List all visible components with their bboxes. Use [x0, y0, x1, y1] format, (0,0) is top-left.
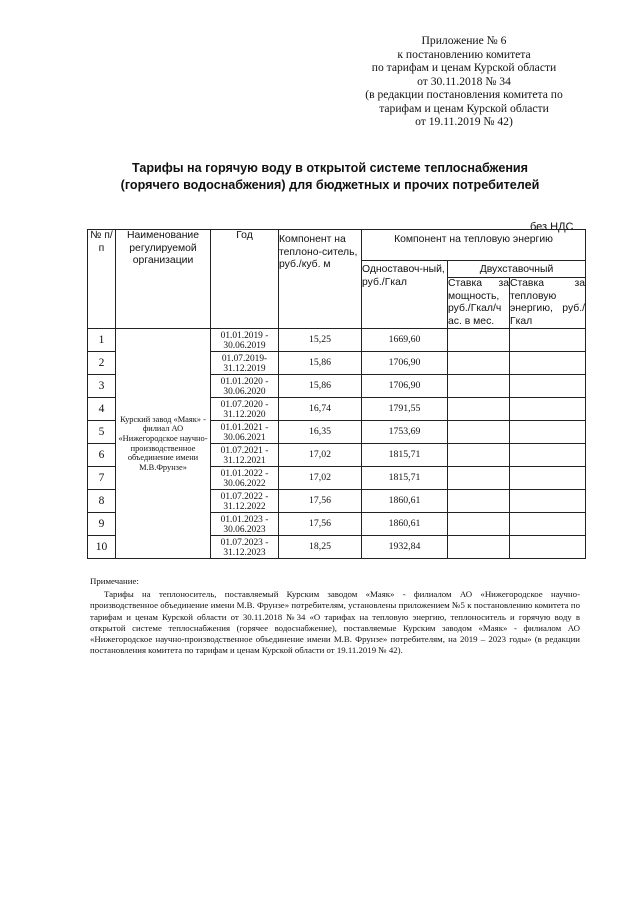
row-carrier: 15,25: [279, 329, 362, 352]
title-line-2: (горячего водоснабжения) для бюджетных и прочих потребителей: [120, 178, 540, 192]
row-carrier: 15,86: [279, 375, 362, 398]
header-year: Год: [211, 230, 279, 329]
footnote: [90, 576, 580, 656]
tariff-table: [87, 229, 586, 559]
row-period: 01.07.2020 - 31.12.2020: [211, 398, 279, 421]
footnote-text: Тарифы на теплоноситель, поставляемый Курским заводом «Маяк» - филиалом АО «Нижегородское научно-производственное объединение имени М.В. Фрунзе» потребителям, установлены приложением №5 к постановлению комитета по тарифам и ценам Курской области от 30.11.2018 №34 «О тарифах на тепловую энергию, теплоноситель и горячую воду в открытой системе теплоснабжения (горячее водоснабжение), поставляемые Курским заводом «Маяк» - филиалом АО «Нижегородское научно-производственное объединение имени М.В. Фрунзе» потребителям, на 2019 – 2023 годы» (в редакции постановления комитета по тарифам и ценам Курской области от 19.11.2019 № 42).: [90, 589, 580, 656]
footnote-label: Примечание:: [90, 576, 139, 586]
row-num: 2: [88, 352, 116, 375]
row-period: 01.07.2021 - 31.12.2021: [211, 444, 279, 467]
row-num: 8: [88, 490, 116, 513]
row-one-rate: 1791,55: [362, 398, 448, 421]
row-energy: [510, 490, 586, 513]
appendix-line: по тарифам и ценам Курской области: [371, 61, 557, 74]
row-period: 01.01.2021 - 30.06.2021: [211, 421, 279, 444]
row-one-rate: 1815,71: [362, 467, 448, 490]
header-one-rate: Одноставоч-ный, руб./Гкал: [362, 261, 448, 329]
row-energy: [510, 536, 586, 559]
row-capacity: [448, 398, 510, 421]
row-period: 01.07.2019- 31.12.2019: [211, 352, 279, 375]
row-one-rate: 1860,61: [362, 490, 448, 513]
row-carrier: 16,74: [279, 398, 362, 421]
row-energy: [510, 375, 586, 398]
row-energy: [510, 444, 586, 467]
row-one-rate: 1815,71: [362, 444, 448, 467]
vat-note: без НДС: [530, 221, 574, 233]
header-num: № п/п: [88, 230, 116, 329]
row-capacity: [448, 490, 510, 513]
row-period: 01.07.2023 - 31.12.2023: [211, 536, 279, 559]
row-energy: [510, 352, 586, 375]
row-one-rate: 1669,60: [362, 329, 448, 352]
row-num: 7: [88, 467, 116, 490]
row-carrier: 17,02: [279, 444, 362, 467]
organization-name: Курский завод «Маяк» - филиал АО «Нижегородское научно-производственное объединение имени М.В.Фрунзе»: [116, 329, 211, 559]
appendix-line: от 19.11.2019 № 42): [415, 115, 513, 128]
row-carrier: 17,56: [279, 490, 362, 513]
row-energy: [510, 421, 586, 444]
row-energy: [510, 329, 586, 352]
appendix-line: к постановлению комитета: [397, 47, 531, 61]
row-one-rate: 1753,69: [362, 421, 448, 444]
row-energy: [510, 467, 586, 490]
row-capacity: [448, 352, 510, 375]
row-one-rate: 1932,84: [362, 536, 448, 559]
header-organization: Наименование регулируемой организации: [116, 230, 211, 329]
row-carrier: 17,56: [279, 513, 362, 536]
row-num: 5: [88, 421, 116, 444]
row-period: 01.07.2022 - 31.12.2022: [211, 490, 279, 513]
header-energy-rate: Ставка за тепловую энергию, руб./Гкал: [510, 278, 585, 327]
header-carrier: Компонент на теплоно-ситель, руб./куб. м: [279, 230, 362, 329]
row-one-rate: 1860,61: [362, 513, 448, 536]
row-energy: [510, 513, 586, 536]
title-line-1: Тарифы на горячую воду в открытой системе теплоснабжения: [131, 161, 529, 175]
header-heat-component: Компонент на тепловую энергию: [362, 230, 586, 261]
table-row: [88, 329, 586, 352]
row-period: 01.01.2023 - 30.06.2023: [211, 513, 279, 536]
row-num: 6: [88, 444, 116, 467]
row-num: 3: [88, 375, 116, 398]
appendix-line: Приложение № 6: [421, 34, 507, 47]
header-capacity-rate: Ставка за мощность, руб./Гкал/ч ас. в мес.: [448, 278, 509, 327]
row-capacity: [448, 467, 510, 490]
row-capacity: [448, 513, 510, 536]
appendix-line: (в редакции постановления комитета по: [365, 88, 563, 101]
row-energy: [510, 398, 586, 421]
row-one-rate: 1706,90: [362, 375, 448, 398]
row-carrier: 18,25: [279, 536, 362, 559]
header-two-rate: Двухставочный: [448, 261, 586, 278]
row-num: 9: [88, 513, 116, 536]
row-capacity: [448, 421, 510, 444]
appendix-header: [330, 34, 598, 129]
row-capacity: [448, 444, 510, 467]
row-period: 01.01.2019 - 30.06.2019: [211, 329, 279, 352]
appendix-line: от 30.11.2018 № 34: [417, 74, 511, 88]
row-one-rate: 1706,90: [362, 352, 448, 375]
row-capacity: [448, 375, 510, 398]
document-title: [60, 160, 600, 194]
row-carrier: 17,02: [279, 467, 362, 490]
row-num: 10: [88, 536, 116, 559]
appendix-line: тарифам и ценам Курской области: [379, 101, 549, 115]
row-carrier: 15,86: [279, 352, 362, 375]
row-num: 4: [88, 398, 116, 421]
row-capacity: [448, 536, 510, 559]
row-period: 01.01.2022 - 30.06.2022: [211, 467, 279, 490]
row-carrier: 16,35: [279, 421, 362, 444]
row-period: 01.01.2020 - 30.06.2020: [211, 375, 279, 398]
row-num: 1: [88, 329, 116, 352]
row-capacity: [448, 329, 510, 352]
